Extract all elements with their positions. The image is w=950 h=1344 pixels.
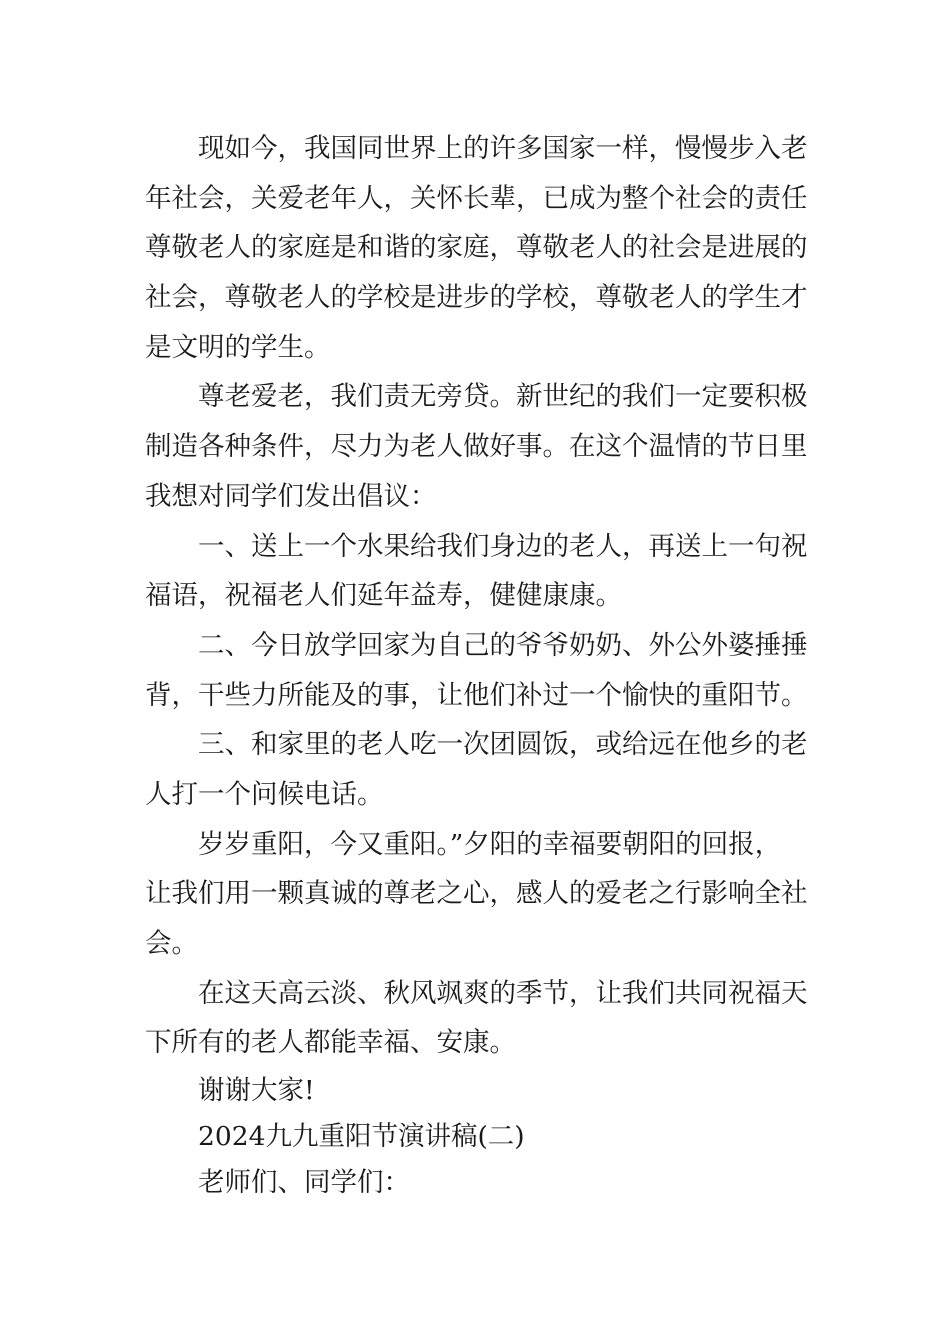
text-line: 下所有的老人都能幸福、安康。 xyxy=(145,1027,516,1059)
text-line: 三、和家里的老人吃一次团圆饭，或给远在他乡的老 xyxy=(198,729,808,761)
text-line: 二、今日放学回家为自己的爷爷奶奶、外公外婆捶捶 xyxy=(198,629,808,661)
section-title: 2024九九重阳节演讲稿(二) xyxy=(198,1121,525,1153)
text-line: 在这天高云淡、秋风飒爽的季节，让我们共同祝福天 xyxy=(198,977,808,1009)
text-line: 会。 xyxy=(145,928,198,959)
text-line: 我想对同学们发出倡议： xyxy=(145,480,437,512)
text-line: 尊敬老人的家庭是和谐的家庭，尊敬老人的社会是进展的 xyxy=(145,232,808,264)
document-body xyxy=(145,124,810,1206)
greeting-line: 老师们、同学们： xyxy=(198,1167,410,1199)
text-line: 福语，祝福老人们延年益寿，健健康康。 xyxy=(145,580,622,612)
text-line: 年社会，关爱老年人，关怀长辈，已成为整个社会的责任 xyxy=(145,182,808,214)
text-line: 岁岁重阳，今又重阳。”夕阳的幸福要朝阳的回报， xyxy=(198,828,782,860)
text-line: 让我们用一颗真诚的尊老之心，感人的爱老之行影响全社 xyxy=(145,878,808,910)
text-line: 一、送上一个水果给我们身边的老人，再送上一句祝 xyxy=(198,530,808,562)
text-line: 现如今，我国同世界上的许多国家一样，慢慢步入老 xyxy=(198,133,808,164)
text-line: 制造各种条件，尽力为老人做好事。在这个温情的节日里 xyxy=(145,431,808,463)
text-line: 是文明的学生。 xyxy=(145,331,331,363)
text-line: 社会，尊敬老人的学校是进步的学校，尊敬老人的学生才 xyxy=(145,282,808,314)
closing-line: 谢谢大家! xyxy=(198,1075,315,1107)
text-line: 背，干些力所能及的事，让他们补过一个愉快的重阳节。 xyxy=(145,679,808,711)
text-line: 人打一个问候电话。 xyxy=(145,778,384,810)
text-line: 尊老爱老，我们责无旁贷。新世纪的我们一定要积极 xyxy=(198,381,808,413)
